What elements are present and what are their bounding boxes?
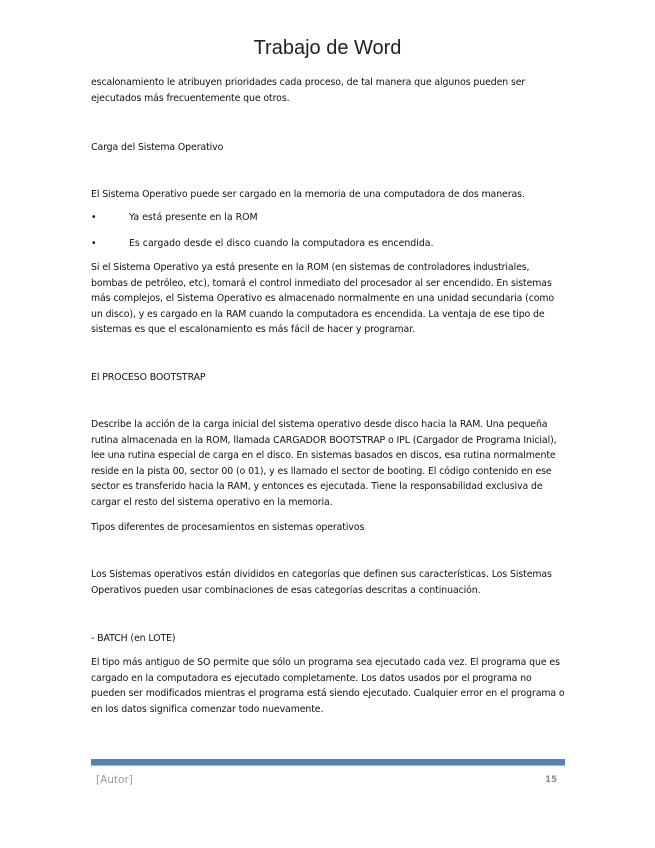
heading-tipos-procesamientos: Tipos diferentes de procesamientos en sistemas operativos xyxy=(91,522,365,533)
bullet-marker: • xyxy=(91,212,97,223)
footer-author: [Autor] xyxy=(96,774,133,786)
list-item-text: Ya está presente en la ROM xyxy=(129,212,258,223)
page-number: 15 xyxy=(545,775,557,785)
paragraph-carga-maneras: El Sistema Operativo puede ser cargado en la memoria de una computadora de dos maneras. xyxy=(91,189,525,200)
paragraph-batch-descripcion: El tipo más antiguo de SO permite que sólo un programa sea ejecutado cada vez. El programa que es cargado en la computadora es ejecutado completamente. Los datos usados por el programa no pueden ser modificados mientras el programa está siendo ejecutado. Cualquier error en el programa o en los datos significa comenzar todo nuevamente. xyxy=(91,657,565,715)
heading-proceso-bootstrap: El PROCESO BOOTSTRAP xyxy=(91,372,206,383)
heading-batch: - BATCH (en LOTE) xyxy=(91,633,176,644)
paragraph-categorias: Los Sistemas operativos están divididos en categorías que definen sus características. Los Sistemas Operativos pueden usar combinaciones de esas categorías descritas a continuación. xyxy=(91,569,552,596)
paragraph-bootstrap-descripcion: Describe la acción de la carga inicial del sistema operativo desde disco hacia la RAM. Una pequeña rutina almacenada en la ROM, llamada CARGADOR BOOTSTRAP o IPL (Cargador de Programa Inicial), lee una rutina especial de carga en el disco. En sistemas basados en discos, esa rutina normalmente reside en la pista 00, sector 00 (o 01), y es llamado el sector de booting. El código contenido en ese sector es transferido hacia la RAM, y entonces es ejecutada. Tiene la responsabilidad exclusiva de cargar el resto del sistema operativo en la memoria. xyxy=(91,419,557,508)
list-item-text: Es cargado desde el disco cuando la computadora es encendida. xyxy=(129,238,434,249)
bullet-marker: • xyxy=(91,238,97,249)
page-header-title: Trabajo de Word xyxy=(253,37,402,59)
paragraph-rom-sistemas: Si el Sistema Operativo ya está presente en la ROM (en sistemas de controladores industriales, bombas de petróleo, etc), tomará el control inmediato del procesador al ser encendido. En sistemas más complejos, el Sistema Operativo es almacenado normalmente en una unidad secundaria (como un disco), y es cargado en la RAM cuando la computadora es encendida. La ventaja de ese tipo de sistemas es que el escalonamiento es más fácil de hacer y programar. xyxy=(91,262,555,336)
footer-rule xyxy=(91,759,565,766)
paragraph-escalonamiento: escalonamiento le atribuyen prioridades cada proceso, de tal manera que algunos pueden ser ejecutados más frecuentemente que otros. xyxy=(91,77,526,104)
heading-carga-sistema-operativo: Carga del Sistema Operativo xyxy=(91,142,224,153)
